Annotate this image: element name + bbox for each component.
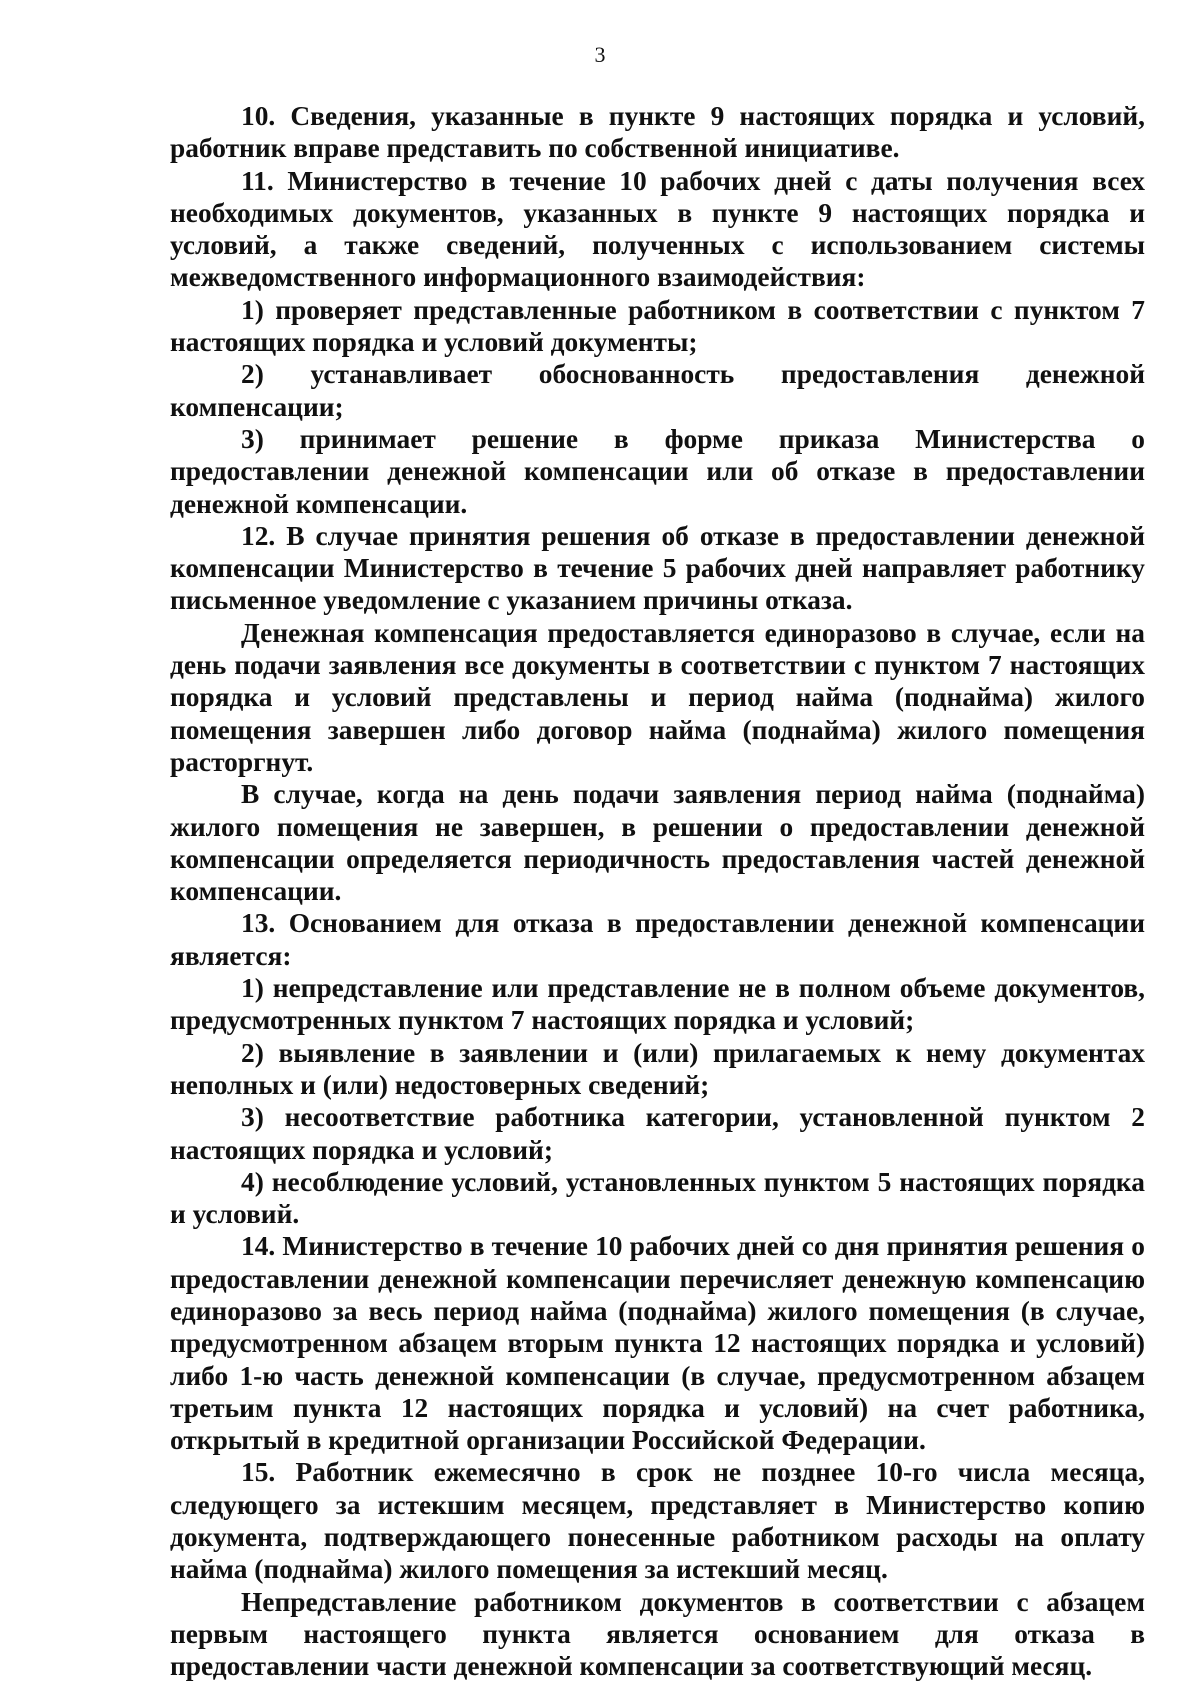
paragraph-13-item-3: 3) несоответствие работника категории, установленной пунктом 2 настоящих порядка и условий; [170,1102,1145,1165]
paragraph-12: 12. В случае принятия решения об отказе в предоставлении денежной компенсации Министерство в течение 5 рабочих дней направляет работнику письменное уведомление с указанием причины отказа. [170,520,1145,616]
document-body [170,100,1145,1683]
paragraph-14: 14. Министерство в течение 10 рабочих дней со дня принятия решения о предоставлении денежной компенсации перечисляет денежную компенсацию единоразово за весь период найма (поднайма) жилого помещения (в случае, предусмотренном абзацем вторым пункта 12 настоящих порядка и условий) либо 1-ю часть денежной компенсации (в случае, предусмотренном абзацем третьим пункта 12 настоящих порядка и условий) на счет работника, открытый в кредитной организации Российской Федерации. [170,1231,1145,1456]
paragraph-11: 11. Министерство в течение 10 рабочих дней с даты получения всех необходимых документов, указанных в пункте 9 настоящих порядка и условий, а также сведений, полученных с использованием системы межведомственного информационного взаимодействия: [170,165,1145,293]
paragraph-11-item-3: 3) принимает решение в форме приказа Министерства о предоставлении денежной компенсации или об отказе в предоставлении денежной компенсации. [170,423,1145,519]
paragraph-12-third-part: В случае, когда на день подачи заявления период найма (поднайма) жилого помещения не завершен, в решении о предоставлении денежной компенсации определяется периодичность предоставления частей денежной компенсации. [170,779,1145,907]
paragraph-15-second-part: Непредставление работником документов в соответствии с абзацем первым настоящего пункта является основанием для отказа в предоставлении части денежной компенсации за соответствующий месяц. [170,1586,1145,1682]
paragraph-13-item-4: 4) несоблюдение условий, установленных пунктом 5 настоящих порядка и условий. [170,1166,1145,1230]
paragraph-15: 15. Работник ежемесячно в срок не позднее 10-го числа месяца, следующего за истекшим месяцем, представляет в Министерство копию документа, подтверждающего понесенные работником расходы на оплату найма (поднайма) жилого помещения за истекший месяц. [170,1457,1145,1585]
paragraph-10: 10. Сведения, указанные в пункте 9 настоящих порядка и условий, работник вправе представить по собственной инициативе. [170,101,1145,164]
page-number: 3 [594,42,606,67]
paragraph-13-item-2: 2) выявление в заявлении и (или) прилагаемых к нему документах неполных и (или) недостоверных сведений; [170,1037,1145,1100]
paragraph-11-item-1: 1) проверяет представленные работником в соответствии с пунктом 7 настоящих порядка и условий документы; [170,294,1145,358]
paragraph-11-item-2: 2) устанавливает обоснованность предоставления денежной компенсации; [170,359,1145,422]
paragraph-12-second-part: Денежная компенсация предоставляется единоразово в случае, если на день подачи заявления все документы в соответствии с пунктом 7 настоящих порядка и условий представлены и период найма (поднайма) жилого помещения завершен либо договор найма (поднайма) жилого помещения расторгнут. [170,617,1145,777]
paragraph-13-item-1: 1) непредставление или представление не в полном объеме документов, предусмотренных пунктом 7 настоящих порядка и условий; [170,973,1145,1036]
paragraph-13: 13. Основанием для отказа в предоставлении денежной компенсации является: [170,908,1145,971]
